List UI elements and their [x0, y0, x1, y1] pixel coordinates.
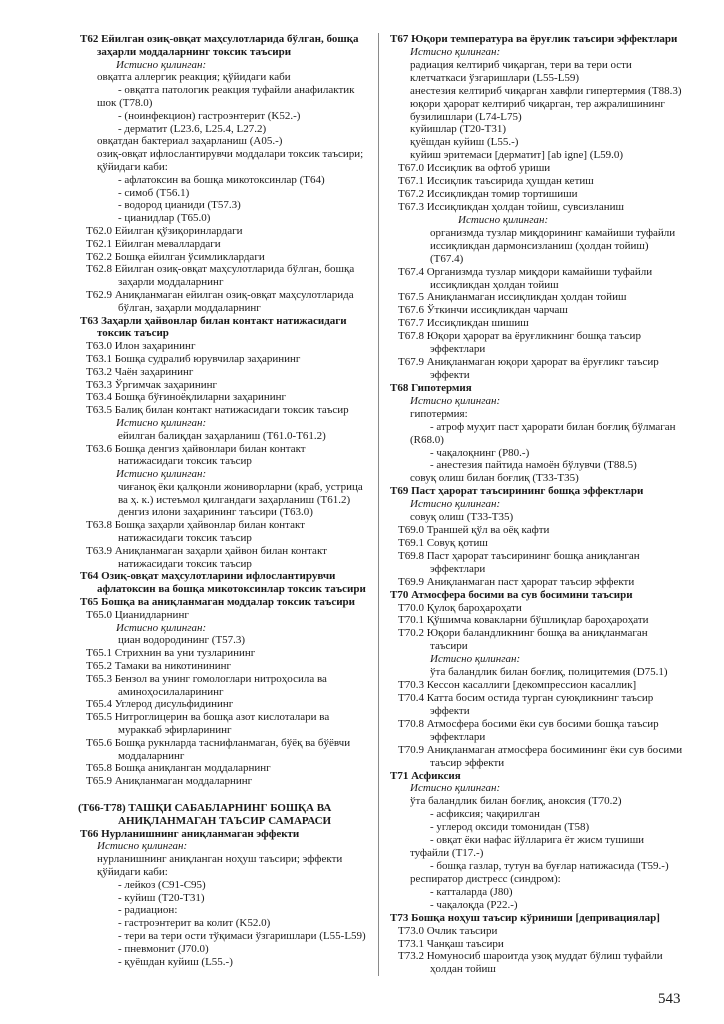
- note-text: клетчаткаси ўзгаришлари (L55-L59): [410, 71, 580, 84]
- subcode-entry: T69.0 Траншей қўл ва оёқ кафти: [398, 524, 550, 537]
- subcode-entry: T62.2 Бошқа ейилган ўсимликлардаги: [86, 250, 265, 263]
- note-text: совуқ олиш билан боғлиқ (T33-T35): [410, 472, 579, 485]
- list-item: - радиацион:: [118, 904, 178, 917]
- note-text: циан водородининг (T57.3): [118, 634, 246, 647]
- subcode-entry: T69.1 Совуқ қотиш: [398, 536, 488, 549]
- list-item: - цианидлар (T65.0): [118, 212, 211, 225]
- list-item: - атроф муҳит паст ҳарорати билан боғлиқ бўлмаган: [430, 420, 676, 433]
- list-item: - овқатга патологик реакция туфайли анафилактик: [118, 84, 355, 97]
- note-text: куйиш эритемаси [дерматит] [ab igne] (L59.0): [410, 149, 624, 162]
- entry-heading: T73 Бошқа ноҳуш таъсир кўриниши [депривациялар]: [390, 911, 660, 924]
- list-item: - лейкоз (C91-C95): [118, 878, 206, 891]
- note-text: радиация келтириб чиқарган, тери ва тери ости: [410, 58, 632, 71]
- entry-heading: T64 Озиқ-овқат маҳсулотларини ифлослантирувчи: [80, 570, 336, 583]
- subcode-entry-continued: эффектлари: [430, 730, 486, 743]
- note-text: гипотермия:: [410, 407, 468, 420]
- subcode-entry: T65.5 Нитроглицерин ва бошқа азот кислоталари ва: [86, 711, 330, 724]
- entry-heading: T71 Асфиксия: [390, 769, 461, 782]
- subcode-entry: T65.3 Бензол ва унинг гомологлари нитроҳосила ва: [86, 672, 327, 685]
- entry-heading: T65 Бошқа ва аниқланмаган моддалар токсик таъсири: [80, 596, 355, 609]
- subcode-entry: T67.3 Иссиқликдан ҳолдан тойиш, сувсизланиш: [398, 200, 624, 213]
- subcode-entry: T65.2 Тамаки ва никотинининг: [86, 660, 232, 673]
- note-text: қуёшдан куйиш (L55.-): [410, 136, 519, 149]
- subcode-entry: T63.9 Аниқланмаган заҳарли ҳайвон билан контакт: [86, 544, 327, 557]
- entry-heading: T66 Нурланишнинг аниқланмаган эффекти: [80, 827, 300, 840]
- note-text: совуқ олиш (T33-T35): [410, 511, 514, 524]
- subcode-entry: T67.8 Юқори ҳарорат ва ёруғликнинг бошқа таъсир: [398, 330, 641, 343]
- subcode-entry-continued: эффекти: [430, 368, 470, 381]
- subcode-entry: T63.2 Чаён заҳарининг: [86, 365, 194, 378]
- chapter-heading-continued: АНИҚЛАНМАГАН ТАЪСИР САМАРАСИ: [118, 814, 332, 827]
- right-column: [388, 33, 710, 976]
- exclusion-label: Истисно қилинган:: [116, 416, 207, 429]
- entry-heading-continued: заҳарли моддаларнинг токсик таъсири: [97, 45, 292, 58]
- subcode-entry-continued: таъсири: [430, 640, 468, 653]
- subcode-entry-continued: натижасидаги токсик таъсир: [118, 557, 252, 570]
- subcode-entry-continued: натижасидаги токсик таъсир: [118, 455, 252, 468]
- subcode-entry: T63.4 Бошқа бўғиноёқлиларни заҳарининг: [86, 391, 287, 404]
- left-column: [78, 33, 376, 968]
- subcode-entry: T65.8 Бошқа аниқланган моддаларнинг: [86, 762, 271, 775]
- subcode-entry-continued: мураккаб эфирларининг: [118, 724, 232, 737]
- note-text: чиғаноқ ёки қалқонли жониворларни (краб, устрица: [118, 480, 363, 493]
- subcode-entry-continued: эффектлари: [430, 562, 486, 575]
- section-spacer: [78, 788, 376, 802]
- entry-heading: T67 Юқори температура ва ёруғлик таъсири эффектлари: [390, 33, 678, 45]
- exclusion-label: Истисно қилинган:: [410, 45, 501, 58]
- subcode-entry: T65.1 Стрихнин ва уни тузларининг: [86, 647, 256, 660]
- subcode-entry: T67.1 Иссиқлик таъсирида ҳушдан кетиш: [398, 175, 594, 188]
- subcode-entry: T67.0 Иссиқлик ва офтоб уриши: [398, 162, 551, 175]
- chapter-heading: (T66-T78) ТАШҚИ САБАБЛАРНИНГ БОШҚА ВА: [78, 802, 332, 815]
- list-item: - водород цианиди (T57.3): [118, 199, 241, 212]
- note-text: куйишлар (T20-T31): [410, 123, 506, 136]
- note-text: қўйидаги каби:: [97, 866, 168, 878]
- subcode-entry: T63.0 Илон заҳарининг: [86, 340, 196, 353]
- subcode-entry: T67.9 Аниқланмаган юқори ҳарорат ва ёруғликг таъсир: [398, 356, 659, 369]
- subcode-entry: T69.9 Аниқланмаган паст ҳарорат таъсир эффекти: [398, 575, 635, 588]
- subcode-entry-continued: моддаларнинг: [118, 749, 185, 762]
- subcode-entry-continued: бўлган, заҳарли моддаларнинг: [118, 301, 261, 314]
- list-item: - пневмонит (J70.0): [118, 942, 209, 955]
- entry-heading: T69 Паст ҳарорат таъсирининг бошқа эффектлари: [390, 485, 644, 498]
- note-text: нурланишнинг аниқланган ноҳуш таъсири; эффекти: [97, 853, 343, 866]
- subcode-entry: T67.5 Аниқланмаган иссиқликдан ҳолдан тойиш: [398, 291, 627, 304]
- list-item: - овқат ёки нафас йўлларига ёт жисм тушиши: [430, 834, 645, 847]
- list-item: - афлатоксин ва бошқа микотоксинлар (T64): [118, 173, 325, 186]
- list-item: - тери ва тери ости тўқимаси ўзгаришлари (L55-L59): [118, 929, 366, 942]
- note-text: ўта баландлик билан боғлиқ, полицитемия (D75.1): [430, 666, 668, 679]
- page-number: 543: [658, 991, 681, 1007]
- subcode-entry: T62.9 Аниқланмаган ейилган озиқ-овқат маҳсулотларида: [86, 288, 354, 301]
- entry-heading: T68 Гипотермия: [390, 381, 472, 394]
- note-text: овқатга аллергик реакция; қўйидаги каби: [97, 71, 291, 84]
- subcode-entry-continued: аминоҳосилаларининг: [118, 685, 224, 698]
- subcode-entry: T63.6 Бошқа денгиз ҳайвонлари билан контакт: [86, 442, 306, 455]
- note-text: ўта баландлик билан боғлиқ, аноксия (T70.2): [410, 795, 622, 808]
- note-text: юқори ҳарорат келтириб чиқарган, тер ажралишининг: [410, 97, 665, 110]
- list-item: - асфиксия; чақирилган: [430, 808, 540, 821]
- subcode-entry: T65.4 Углерод дисульфидининг: [86, 698, 234, 711]
- note-text: бузилишлари (L74-L75): [410, 110, 522, 123]
- note-text: шок (T78.0): [97, 96, 153, 109]
- note-text: иссиқликдан дармонсизланиш (ҳолдан тойиш): [430, 239, 649, 252]
- entry-heading: T70 Атмосфера босими ва сув босимини таъсири: [390, 588, 633, 601]
- list-item: - дерматит (L23.6, L25.4, L27.2): [118, 122, 267, 135]
- list-item: - қуёшдан куйиш (L55.-): [118, 955, 233, 968]
- exclusion-label: Истисно қилинган:: [430, 653, 521, 666]
- subcode-entry-continued: эффектлари: [430, 343, 486, 356]
- exclusion-label: Истисно қилинган:: [410, 498, 501, 511]
- subcode-entry: T67.6 Ўткинчи иссиқликдан чарчаш: [398, 304, 568, 317]
- subcode-entry: T62.8 Ейилган озиқ-овқат маҳсулотларида бўлган, бошқа: [86, 263, 355, 276]
- entry-heading: T62 Ейилган озиқ-овқат маҳсулотларида бўлган, бошқа: [80, 33, 359, 45]
- subcode-entry: T65.6 Бошқа рукнларда таснифланмаган, бўёқ ва бўёвчи: [86, 736, 351, 749]
- subcode-entry: T67.7 Иссиқликдан шишиш: [398, 317, 529, 330]
- note-text: ейилган балиқдан заҳарланиш (T61.0-T61.2): [118, 429, 326, 442]
- note-text: қўйидаги каби:: [97, 160, 168, 173]
- subcode-entry: T65.0 Цианидларнинг: [86, 608, 189, 621]
- subcode-entry: T62.1 Ейилган меваллардаги: [86, 237, 221, 250]
- list-item: - анестезия пайтида намоён бўлувчи (T88.5): [430, 459, 637, 472]
- subcode-entry: T70.8 Атмосфера босими ёки сув босими бошқа таъсир: [398, 717, 659, 730]
- list-item: - углерод оксиди томонидан (T58): [430, 821, 590, 834]
- subcode-entry: T69.8 Паст ҳарорат таъсирининг бошқа аниқланган: [398, 549, 640, 562]
- subcode-entry: T70.1 Қўшимча ковакларни бўшлиқлар бароҳароҳати: [398, 614, 649, 627]
- note-text: (R68.0): [410, 433, 444, 446]
- subcode-entry: T63.1 Бошқа судралиб юрувчилар заҳарининг: [86, 352, 301, 365]
- note-text: (T67.4): [430, 252, 464, 265]
- exclusion-label: Истисно қилинган:: [410, 782, 501, 795]
- note-text: ва ҳ. к.) истеъмол қилгандаги заҳарланиш (T61.2): [118, 493, 351, 506]
- subcode-entry-continued: иссиқликдан ҳолдан тойиш: [430, 278, 559, 291]
- subcode-entry: T63.8 Бошқа заҳарли ҳайвонлар билан контакт: [86, 519, 305, 532]
- subcode-entry: T73.0 Очлик таъсири: [398, 924, 498, 937]
- note-text: денгиз илони заҳарининг таъсири (T63.0): [118, 506, 313, 519]
- subcode-entry: T67.2 Иссиқликдан томир тортишиши: [398, 188, 578, 201]
- subcode-entry-continued: натижасидаги токсик таъсир: [118, 532, 252, 545]
- note-text: организмда тузлар миқдорининг камайиши туфайли: [430, 226, 676, 239]
- list-item: - гастроэнтерит ва колит (K52.0): [118, 917, 271, 930]
- subcode-entry: T62.0 Ейилган қўзиқоринлардаги: [86, 224, 243, 237]
- subcode-entry: T73.1 Чанқаш таъсири: [398, 937, 504, 950]
- note-text: респиратор дистресс (синдром):: [410, 872, 561, 885]
- subcode-entry: T70.3 Кессон касаллиги [декомпрессион касаллик]: [398, 679, 637, 692]
- subcode-entry: T63.5 Балиқ билан контакт натижасидаги токсик таъсир: [86, 404, 349, 417]
- exclusion-label: Истисно қилинган:: [97, 840, 188, 853]
- subcode-entry-continued: эффекти: [430, 704, 470, 717]
- entry-heading: T63 Заҳарли ҳайвонлар билан контакт натижасидаги: [80, 314, 347, 327]
- column-divider: [378, 33, 379, 976]
- list-item: - симоб (T56.1): [118, 186, 190, 199]
- list-item: - куйиш (T20-T31): [118, 891, 205, 904]
- subcode-entry-continued: ҳолдан тойиш: [430, 963, 496, 976]
- list-item: - (ноинфекцион) гастроэнтерит (K52.-): [118, 109, 301, 122]
- note-text: овқатдан бактериал заҳарланиш (A05.-): [97, 135, 283, 148]
- exclusion-label: Истисно қилинган:: [116, 468, 207, 481]
- note-text: анестезия келтириб чиқарган хавфли гипертермия (T88.3): [410, 84, 682, 97]
- exclusion-label: Истисно қилинган:: [458, 213, 549, 226]
- note-text: озиқ-овқат ифлослантирувчи моддалари токсик таъсири;: [97, 148, 364, 161]
- list-item: - чақалоқнинг (P80.-): [430, 446, 530, 459]
- exclusion-label: Истисно қилинган:: [116, 621, 207, 634]
- list-item: - чақалоқда (P22.-): [430, 898, 518, 911]
- subcode-entry: T70.4 Катта босим остида турган суюқликнинг таъсир: [398, 692, 654, 705]
- subcode-entry-continued: таъсир эффекти: [430, 756, 505, 769]
- note-text: туфайли (T17.-): [410, 847, 484, 860]
- list-item: - бошқа газлар, тутун ва буғлар натижасида (T59.-): [430, 860, 669, 872]
- entry-heading-continued: афлатоксин ва бошқа микотоксинлар токсик таъсири: [97, 583, 366, 596]
- exclusion-label: Истисно қилинган:: [116, 58, 207, 71]
- entry-heading-continued: токсик таъсир: [97, 327, 169, 340]
- list-item: - катталарда (J80): [430, 885, 513, 898]
- subcode-entry: T70.9 Аниқланмаган атмосфера босимининг ёки сув босими: [398, 743, 683, 756]
- subcode-entry: T70.0 Қулоқ бароҳароҳати: [398, 601, 522, 614]
- subcode-entry: T73.2 Номуносиб шароитда узоқ муддат бўлиш туфайли: [398, 950, 663, 963]
- subcode-entry: T63.3 Ўргимчак заҳарининг: [86, 378, 218, 391]
- subcode-entry: T67.4 Организмда тузлар миқдори камайиши туфайли: [398, 265, 653, 278]
- subcode-entry: T70.2 Юқори баландликнинг бошқа ва аниқланмаган: [398, 627, 648, 640]
- exclusion-label: Истисно қилинган:: [410, 394, 501, 407]
- subcode-entry: T65.9 Аниқланмаган моддаларнинг: [86, 775, 253, 788]
- subcode-entry-continued: заҳарли моддаларнинг: [118, 276, 224, 289]
